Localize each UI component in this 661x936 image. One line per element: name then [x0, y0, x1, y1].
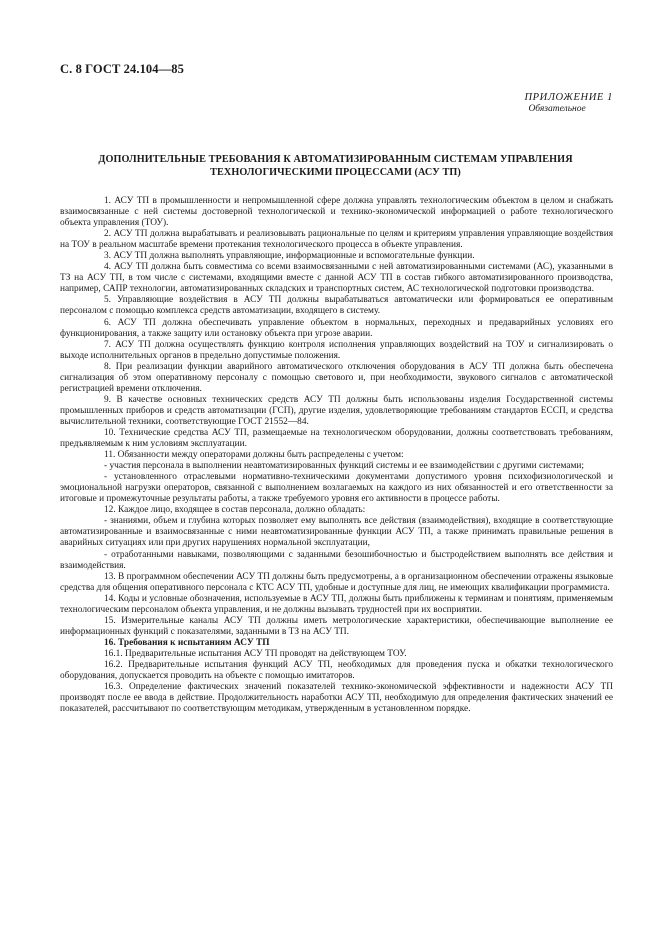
page-header: С. 8 ГОСТ 24.104—85	[60, 62, 184, 76]
paragraph-11: 11. Обязанности между операторами должны быть распределены с учетом:	[104, 450, 404, 461]
paragraph-12: 12. Каждое лицо, входящее в состав персонала, должно обладать:	[104, 505, 366, 516]
document-title-line-1: ДОПОЛНИТЕЛЬНЫЕ ТРЕБОВАНИЯ К АВТОМАТИЗИРОВАННЫМ СИСТЕМАМ УПРАВЛЕНИЯ	[98, 154, 573, 165]
paragraph-3: 3. АСУ ТП должна выполнять управляющие, информационные и вспомогательные функции.	[104, 251, 475, 262]
paragraph-10: 10. Технические средства АСУ ТП, размещаемые на технологическом оборудовании, должны соответствовать требованиям, предъявляемым к ним условиям эксплуатации.	[60, 427, 613, 450]
paragraph-14: 14. Коды и условные обозначения, используемые в АСУ ТП, должны быть приближены к терминам и понятиям, применяемым технологическим персоналом объекта управления, и не должны вызывать трудностей при их восприятии.	[60, 593, 613, 615]
paragraph-1: 1. АСУ ТП в промышленности и непромышленной сфере должна управлять технологическим объектом в целом и снабжать взаимосвязанные с ней системы достоверной технологической и технико-экономической информацией о работе технологического объекта управления (ТОУ).	[60, 196, 613, 229]
paragraph-7: 7. АСУ ТП должна осуществлять функцию контроля исполнения управляющих воздействий на ТОУ и сигнализировать о выходе исполнительных органов в предельно допустимые положения.	[60, 339, 613, 361]
paragraph-11-item-1: - участия персонала в выполнении неавтоматизированных функций системы и ее взаимодействии с другими системами;	[104, 461, 585, 472]
paragraph-6: 6. АСУ ТП должна обеспечивать управление объектом в нормальных, переходных и предаварийных условиях его функционирования, а также защиту или остановку объекта при угрозе аварии.	[60, 317, 613, 339]
paragraph-16-2: 16.2. Предварительные испытания функций АСУ ТП, необходимых для проведения пуска и обкатки технологического оборудования, допускается проводить на объекте с помощью имитаторов.	[60, 659, 613, 682]
section-16-heading: 16. Требования к испытаниям АСУ ТП	[104, 637, 270, 648]
paragraph-16-3: 16.3. Определение фактических значений показателей технико-экономической эффективности и надежности АСУ ТП производят после ее ввода в действие. Продолжительность наработки АСУ ТП, необходимую для определения фактических значений ее показателей, рассчитывают по соответствующим методикам, утвержденным в установленном порядке.	[60, 682, 613, 715]
paragraph-4: 4. АСУ ТП должна быть совместима со всеми взаимосвязанными с ней автоматизированными системами (АС), указанными в ТЗ на АСУ ТП, в том числе с системами, входящими вместе с данной АСУ ТП в состав гибкого автоматизированного производства, например, САПР технологии, автоматизированных складских и транспортных систем, АС технологической подготовки производства.	[60, 262, 613, 295]
paragraph-12-item-2: - отработанными навыками, позволяющими с заданными безошибочностью и быстродействием выполнять все действия и взаимодействия.	[60, 549, 613, 571]
paragraph-2: 2. АСУ ТП должна вырабатывать и реализовывать рациональные по целям и критериям управления управляющие воздействия на ТОУ в реальном масштабе времени протекания технологического процесса в объекте управления.	[60, 229, 613, 251]
document-body	[60, 196, 613, 715]
appendix-title: ПРИЛОЖЕНИЕ 1	[524, 92, 613, 103]
appendix-label	[524, 92, 613, 114]
paragraph-15: 15. Измерительные каналы АСУ ТП должны иметь метрологические характеристики, обеспечивающие выполнение ее информационных функций с показателями, заданными в ТЗ на АСУ ТП.	[60, 615, 613, 637]
paragraph-8: 8. При реализации функции аварийного автоматического отключения оборудования в АСУ ТП должна быть обеспечена сигнализация об этом оперативному персоналу с помощью светового и, при необходимости, звукового сигналов с автоматической регистрацией времени отключения.	[60, 361, 613, 394]
paragraph-16-1: 16.1. Предварительные испытания АСУ ТП проводят на действующем ТОУ.	[104, 648, 407, 659]
paragraph-9: 9. В качестве основных технических средств АСУ ТП должны быть использованы изделия Государственной системы промышленных приборов и средств автоматизации (ГСП), другие изделия, удовлетворяющие требованиям стандартов ЕССП, и средства вычислительной техники, соответствующие ГОСТ 21552—84.	[60, 394, 613, 427]
document-title-line-2: ТЕХНОЛОГИЧЕСКИМИ ПРОЦЕССАМИ (АСУ ТП)	[210, 166, 461, 178]
document-title	[60, 154, 611, 179]
paragraph-11-item-2: - установленного отраслевыми нормативно-техническими документами допустимого уровня психофизиологической и эмоциональной нагрузки операторов, связанной с выполнением возлагаемых на каждого из них обязанностей и его ответственности за итоговые и промежуточные результаты работы, а также требуемого уровня его активности в процессе работы.	[60, 472, 613, 505]
appendix-status: Обязательное	[528, 104, 586, 114]
paragraph-12-item-1: - знаниями, объем и глубина которых позволяет ему выполнять все действия (взаимодействия), входящие в соответствующие автоматизированные и взаимосвязанные с ними неавтоматизированные функции АСУ ТП, а также принимать правильные решения в аварийных ситуациях или при других нарушениях нормальной эксплуатации,	[60, 516, 613, 549]
paragraph-13: 13. В программном обеспечении АСУ ТП должны быть предусмотрены, а в организационном обеспечении отражены языковые средства для общения оперативного персонала с КТС АСУ ТП, удобные и доступные для лиц, не имеющих квалификации программиста.	[60, 571, 613, 593]
paragraph-5: 5. Управляющие воздействия в АСУ ТП должны вырабатываться автоматически или формироваться ее оперативным персоналом с помощью комплекса средств автоматизации, входящего в систему.	[60, 295, 613, 317]
